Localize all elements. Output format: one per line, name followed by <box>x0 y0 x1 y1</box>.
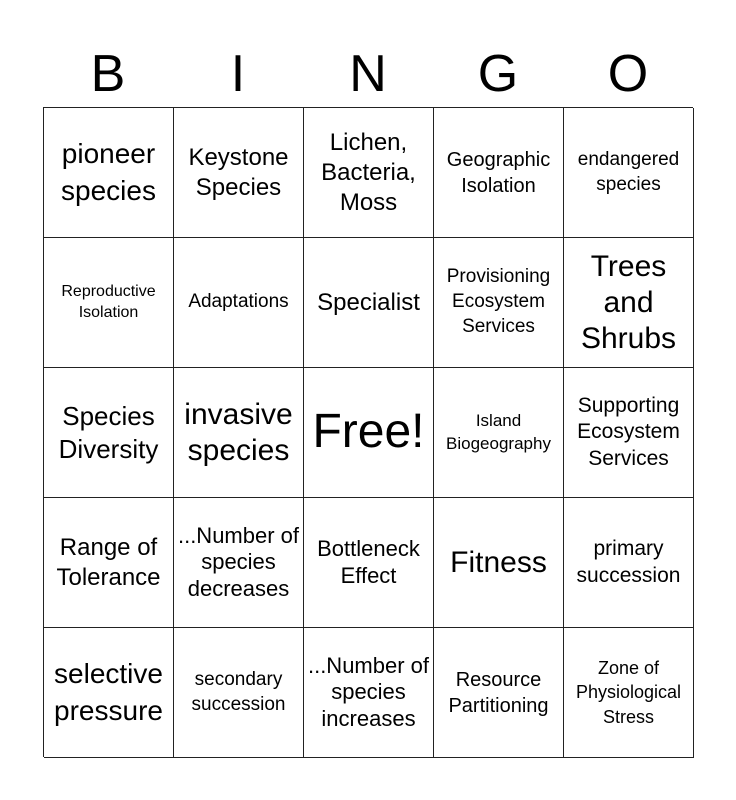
bingo-cell-r2c1[interactable]: Reproductive Isolation <box>44 238 174 368</box>
header-letter-n: N <box>349 45 387 103</box>
bingo-cell-r2c3[interactable]: Specialist <box>304 238 434 368</box>
header-letter-g: G <box>477 45 519 103</box>
free-space-cell[interactable]: Free! <box>304 368 434 498</box>
bingo-header <box>43 40 693 108</box>
bingo-cell-r3c1[interactable]: Species Diversity <box>44 368 174 498</box>
bingo-cell-r1c2[interactable]: Keystone Species <box>174 108 304 238</box>
bingo-cell-r5c1[interactable]: selective pressure <box>44 628 174 758</box>
bingo-cell-r2c2[interactable]: Adaptations <box>174 238 304 368</box>
bingo-cell-r4c5[interactable]: primary succession <box>564 498 694 628</box>
bingo-cell-r5c4[interactable]: Resource Partitioning <box>434 628 564 758</box>
bingo-cell-r5c3[interactable]: ...Number of species increases <box>304 628 434 758</box>
bingo-cell-r3c5[interactable]: Supporting Ecosystem Services <box>564 368 694 498</box>
header-letter-o: O <box>607 45 649 103</box>
bingo-cell-r4c1[interactable]: Range of Tolerance <box>44 498 174 628</box>
header-letter-b: B <box>90 45 126 103</box>
bingo-cell-r3c2[interactable]: invasive species <box>174 368 304 498</box>
bingo-cell-r1c1[interactable]: pioneer species <box>44 108 174 238</box>
bingo-cell-r2c5[interactable]: Trees and Shrubs <box>564 238 694 368</box>
bingo-cell-r2c4[interactable]: Provisioning Ecosystem Services <box>434 238 564 368</box>
bingo-cell-r5c5[interactable]: Zone of Physiological Stress <box>564 628 694 758</box>
bingo-cell-r1c3[interactable]: Lichen, Bacteria, Moss <box>304 108 434 238</box>
header-letter-i: I <box>230 45 246 103</box>
bingo-cell-r4c4[interactable]: Fitness <box>434 498 564 628</box>
bingo-cell-r1c5[interactable]: endangered species <box>564 108 694 238</box>
bingo-cell-r3c4[interactable]: Island Biogeography <box>434 368 564 498</box>
bingo-board <box>43 107 693 757</box>
bingo-cell-r4c2[interactable]: ...Number of species decreases <box>174 498 304 628</box>
bingo-cell-r1c4[interactable]: Geographic Isolation <box>434 108 564 238</box>
bingo-cell-r5c2[interactable]: secondary succession <box>174 628 304 758</box>
bingo-cell-r4c3[interactable]: Bottleneck Effect <box>304 498 434 628</box>
